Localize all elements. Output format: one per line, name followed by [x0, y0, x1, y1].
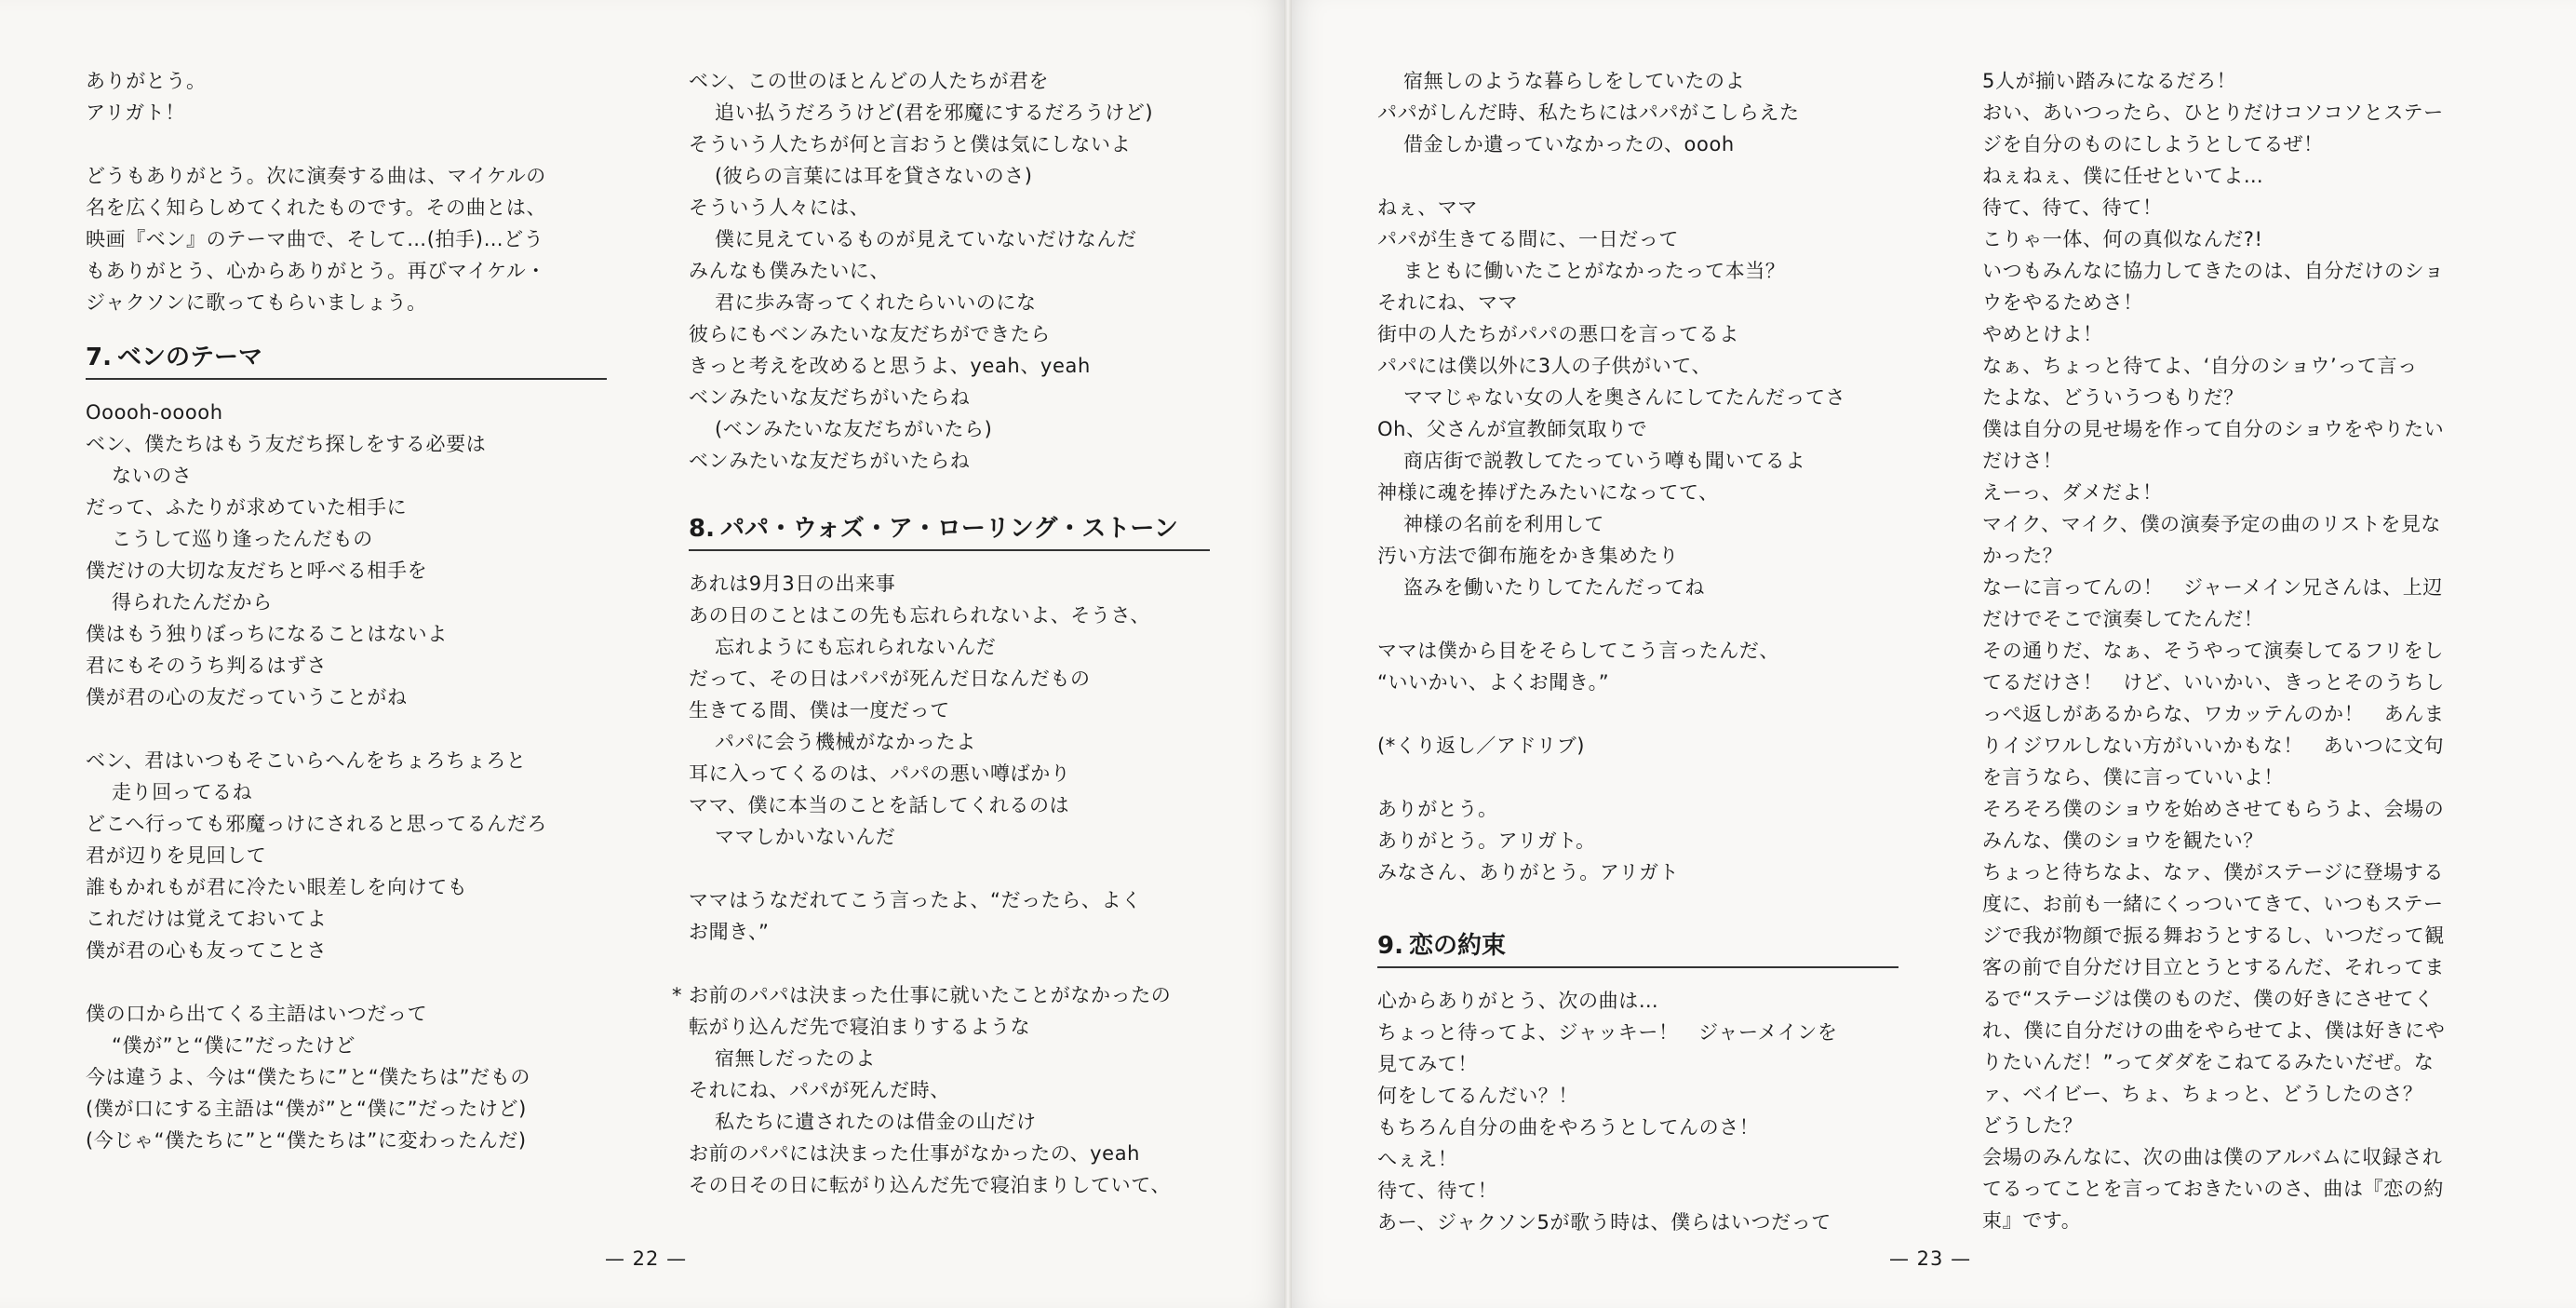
text-line: だって、ふたりが求めていた相手に [86, 496, 408, 519]
text-line: あの日のことはこの先も忘れられないよ、そうさ、 [689, 604, 1150, 627]
text-line: (*くり返し／アドリブ) [1377, 735, 1586, 757]
text-line: なぁ、ちょっと待てよ、‘自分のショウ’って言っ [1982, 355, 2418, 377]
text-line: (ベンみたいな友だちがいたら) [715, 418, 993, 440]
text-line: るで“ステージは僕のものだ、僕の好きにさせてく [1982, 988, 2435, 1010]
text-line: 待て、待て！ [1377, 1180, 1498, 1202]
lyrics-ben-continued [689, 65, 1210, 477]
text-line: こうして巡り逢ったんだもの [112, 528, 373, 550]
text-line: ママじゃない女の人を奥さんにしてたんだってさ [1403, 386, 1846, 409]
text-line: * お前のパパは決まった仕事に就いたことがなかったの [672, 984, 1172, 1006]
text-line: こりゃ一体、何の真似なんだ?! [1982, 228, 2263, 250]
text-line: もちろん自分の曲をやろうとしてんのさ！ [1377, 1116, 1760, 1139]
text-line: ちょっと待ってよ、ジャッキー！ ジャーメインを [1377, 1021, 1838, 1044]
text-line: アリガト！ [86, 101, 185, 124]
text-line: えーっ、ダメだよ！ [1982, 481, 2163, 504]
text-line: お前のパパには決まった仕事がなかったの、yeah [689, 1142, 1141, 1165]
text-line: 客の前で自分だけ目立とうとするんだ、それってま [1982, 956, 2445, 978]
text-line: 君が辺りを見回して [86, 844, 267, 867]
text-line: りたいんだ！”ってダダをこねてるみたいだぜ。な [1982, 1051, 2435, 1073]
text-line: (彼らの言葉には耳を貸さないのさ) [715, 165, 1033, 187]
text-line: 度に、お前も一緒にくっついてきて、いつもステー [1982, 893, 2444, 915]
text-line: どうもありがとう。次に演奏する曲は、マイケルの [86, 165, 546, 187]
text-line: 今は違うよ、今は“僕たちに”と“僕たちは”だもの [86, 1066, 530, 1088]
text-line: その日その日に転がり込んだ先で寝泊まりしていて、 [689, 1174, 1171, 1196]
text-line: だけでそこで演奏してたんだ！ [1982, 608, 2264, 630]
text-line: 耳に入ってくるのは、パパの悪い噂ばかり [689, 762, 1071, 785]
text-line: みんな、僕のショウを観たい？ [1982, 829, 2263, 852]
text-line: ありがとう。 [86, 70, 207, 92]
text-line: 僕に見えているものが見えていないだけなんだ [715, 228, 1137, 250]
column-3 [1377, 65, 1898, 1238]
text-line: まともに働いたことがなかったって本当？ [1403, 260, 1786, 282]
text-line [86, 128, 607, 160]
text-line: だけさ！ [1982, 450, 2063, 472]
text-line: 転がり込んだ先で寝泊まりするような [689, 1016, 1031, 1038]
text-line: あー、ジャクソン5が歌う時は、僕らはいつだって [1377, 1211, 1831, 1234]
text-line: やめとけよ！ [1982, 323, 2103, 345]
stage-talk [1377, 985, 1898, 1238]
text-line: その通りだ、なぁ、そうやって演奏してるフリをし [1982, 640, 2444, 662]
book-gutter [1284, 0, 1292, 1308]
text-line: “いいかい、よくお聞き。” [1377, 671, 1610, 694]
text-line: 何をしてるんだい？！ [1377, 1085, 1578, 1107]
text-line: ベンみたいな友だちがいたらね [689, 386, 971, 409]
text-line: 汚い方法で御布施をかき集めたり [1377, 545, 1679, 567]
text-line: 見てみて！ [1377, 1053, 1478, 1075]
text-line: (僕が口にする主語は“僕が”と“僕に”だったけど) [86, 1098, 527, 1120]
text-line [1377, 160, 1898, 192]
column-4 [1982, 65, 2503, 1236]
text-line: そういう人たちが何と言おうと僕は気にしないよ [689, 133, 1132, 155]
text-line: 5人が揃い踏みになるだろ！ [1982, 70, 2237, 92]
text-line: かった？ [1982, 545, 2063, 567]
text-line: そういう人々には、 [689, 196, 870, 219]
text-line: 宿無しだったのよ [715, 1047, 876, 1070]
column-2 [672, 65, 1210, 1201]
text-line: ねぇ、ママ [1377, 196, 1478, 219]
text-line: たよな、どういうつもりだ？ [1982, 386, 2244, 409]
page-number-left: — 22 — [605, 1247, 688, 1270]
text-line: だって、その日はパパが死んだ日なんだもの [689, 667, 1091, 690]
text-line: 商店街で説教してたっていう噂も聞いてるよ [1403, 450, 1805, 472]
text-line: いつもみんなに協力してきたのは、自分だけのショ [1982, 260, 2445, 282]
text-line: きっと考えを改めると思うよ、yeah、yeah [689, 355, 1091, 377]
text-line: ありがとう。 [1377, 798, 1498, 820]
text-line: パパが生きてる間に、一日だって [1377, 228, 1679, 250]
text-line: 待て、待て、待て！ [1982, 196, 2163, 219]
text-line: 生きてる間、僕は一度だって [689, 699, 950, 721]
text-line: それにね、ママ [1377, 291, 1519, 314]
text-line: を言うなら、僕に言っていいよ！ [1982, 766, 2284, 789]
text-line: そろそろ僕のショウを始めさせてもらうよ、会場の [1982, 798, 2445, 820]
text-line [689, 853, 1210, 884]
text-line: 街中の人たちがパパの悪口を言ってるよ [1377, 323, 1739, 345]
text-line: ママはうなだれてこう言ったよ、“だったら、よく [689, 889, 1142, 911]
lyrics-ben [86, 397, 607, 1156]
text-line: ジで我が物顔で振る舞おうとするし、いつだって観 [1982, 924, 2445, 947]
text-line: マイク、マイク、僕の演奏予定の曲のリストを見な [1982, 513, 2442, 535]
text-line: 心からありがとう、次の曲は… [1377, 990, 1659, 1012]
text-line: ベン、君はいつもそこいらへんをちょろちょろと [86, 749, 527, 772]
text-line: 僕の口から出てくる主語はいつだって [86, 1003, 428, 1025]
text-line: 神様の名前を利用して [1403, 513, 1604, 535]
text-line: れ、僕に自分だけの曲をやらせてよ、僕は好きにや [1982, 1019, 2446, 1042]
text-line: ベンみたいな友だちがいたらね [689, 450, 971, 472]
text-line: 誰もかれもが君に冷たい眼差しを向けても [86, 876, 468, 898]
text-line: ないのさ [112, 465, 193, 487]
text-line: なーに言ってんの！ ジャーメイン兄さんは、上辺 [1982, 576, 2443, 599]
text-line: ベン、僕たちはもう友だち探しをする必要は [86, 433, 487, 455]
text-line: 追い払うだろうけど(君を邪魔にするだろうけど) [715, 101, 1154, 124]
text-line: 走り回ってるね [112, 781, 253, 803]
text-line [1377, 603, 1898, 635]
text-line: ジャクソンに歌ってもらいましょう。 [86, 291, 427, 314]
text-line: ちょっと待ちなよ、なァ、僕がステージに登場する [1982, 861, 2444, 883]
text-line: Ooooh-ooooh [86, 401, 223, 424]
text-line [86, 966, 607, 998]
text-line: それにね、パパが死んだ時、 [689, 1079, 950, 1101]
text-line: 僕が君の心も友ってことさ [86, 939, 328, 962]
text-line: これだけは覚えておいてよ [86, 908, 328, 930]
text-line: ママ、僕に本当のことを話してくれるのは [689, 794, 1070, 816]
stage-talk-continued [1982, 65, 2503, 1236]
section-heading-7: 7. ベンのテーマ [86, 339, 607, 380]
text-line: 盗みを働いたりしてたんだってね [1403, 576, 1705, 599]
text-line: ママは僕から目をそらしてこう言ったんだ、 [1377, 640, 1779, 662]
text-line [86, 713, 607, 745]
text-line: ベン、この世のほとんどの人たちが君を [689, 70, 1050, 92]
text-line: 僕だけの大切な友だちと呼べる相手を [86, 560, 428, 582]
text-line: お聞き、” [689, 921, 770, 943]
text-line: 君にもそのうち判るはずさ [86, 654, 328, 677]
text-line: 僕はもう独りぼっちになることはないよ [86, 623, 448, 645]
text-line [1377, 698, 1898, 730]
text-line: ウをやるためさ！ [1982, 291, 2143, 314]
text-line: みなさん、ありがとう。アリガト [1377, 861, 1680, 883]
text-line: どこへ行っても邪魔っけにされると思ってるんだろ [86, 813, 547, 835]
text-line: 宿無しのような暮らしをしていたのよ [1403, 70, 1746, 92]
text-line: へぇえ！ [1377, 1148, 1458, 1170]
lyrics-papa-continued [1377, 65, 1898, 888]
section-heading-9: 9. 恋の約束 [1377, 927, 1898, 968]
text-line: てるってことを言っておきたいのさ、曲は『恋の約 [1982, 1178, 2444, 1200]
text-line: ねぇねぇ、僕に任せといてよ… [1982, 165, 2264, 187]
text-line: 会場のみんなに、次の曲は僕のアルバムに収録され [1982, 1146, 2443, 1168]
text-line: 映画『ベン』のテーマ曲で、そして…(拍手)…どう [86, 228, 544, 250]
text-line: “僕が”と“僕に”だったけど [112, 1034, 356, 1057]
text-line: 彼らにもベンみたいな友だちができたら [689, 323, 1051, 345]
text-line: ジを自分のものにしようとしてるぜ！ [1982, 133, 2324, 155]
lyrics-papa-was-a-rolling-stone [672, 568, 1210, 1201]
text-line: ァ、ベイビー、ちょ、ちょっと、どうしたのさ？ [1982, 1083, 2423, 1105]
text-line: Oh、父さんが宣教師気取りで [1377, 418, 1648, 440]
text-line: 僕が君の心の友だっていうことがね [86, 686, 408, 708]
text-line: もありがとう、心からありがとう。再びマイケル・ [86, 260, 546, 282]
text-line: 君に歩み寄ってくれたらいいのにな [715, 291, 1037, 314]
text-line: みんなも僕みたいに、 [689, 260, 890, 282]
text-line: 僕は自分の見せ場を作って自分のショウをやりたい [1982, 418, 2445, 440]
text-line: 名を広く知らしめてくれたものです。その曲とは、 [86, 196, 547, 219]
text-line [1377, 762, 1898, 793]
text-line: っぺ返しがあるからな、ワカッテんのか！ あんま [1982, 703, 2445, 725]
text-line: りイジワルしない方がいいかもな！ あいつに文句 [1982, 735, 2445, 757]
text-line: パパには僕以外に3人の子供がいて、 [1377, 355, 1712, 377]
text-line: 束』です。 [1982, 1209, 2082, 1232]
text-line: パパに会う機械がなかったよ [715, 731, 976, 753]
text-line: ママしかいないんだ [715, 826, 896, 848]
text-line: どうした？ [1982, 1114, 2083, 1137]
intro-text [86, 65, 607, 318]
text-line: ありがとう。アリガト。 [1377, 829, 1596, 852]
section-heading-8: 8. パパ・ウォズ・ア・ローリング・ストーン [689, 510, 1210, 551]
text-line: おい、あいつったら、ひとりだけコソコソとステー [1982, 101, 2444, 124]
text-line: 借金しか遺っていなかったの、oooh [1403, 133, 1735, 155]
text-line: 忘れようにも忘れられないんだ [715, 636, 997, 658]
column-1 [86, 65, 607, 1156]
text-line [689, 948, 1210, 979]
text-line: パパがしんだ時、私たちにはパパがこしらえた [1377, 101, 1800, 124]
text-line: 得られたんだから [112, 591, 273, 614]
text-line: 私たちに遺されたのは借金の山だけ [715, 1111, 1037, 1133]
text-line: (今じゃ“僕たちに”と“僕たちは”に変わったんだ) [86, 1129, 527, 1152]
text-line: てるだけさ！ けど、いいかい、きっとそのうちし [1982, 671, 2445, 694]
page-number-right: — 23 — [1889, 1247, 1972, 1270]
text-line: あれは9月3日の出来事 [689, 573, 896, 595]
text-line: 神様に魂を捧げたみたいになってて、 [1377, 481, 1719, 504]
